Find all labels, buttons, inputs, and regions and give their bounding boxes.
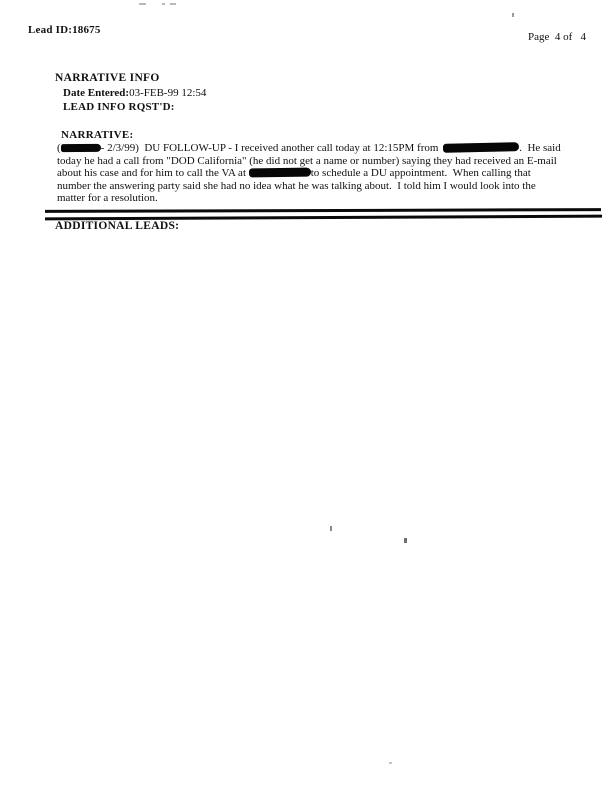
narrative-line-1-post: . He said (519, 142, 561, 154)
date-entered-label: Date Entered: (63, 87, 130, 99)
additional-leads-heading: ADDITIONAL LEADS: (55, 220, 180, 232)
redaction-bar (249, 168, 311, 178)
narrative-paragraph (57, 142, 577, 205)
lead-id-label: Lead ID:18675 (28, 24, 101, 36)
scan-artifact (512, 13, 514, 17)
narrative-line-1 (57, 142, 577, 155)
narrative-heading: NARRATIVE: (61, 129, 134, 141)
narrative-line-5: matter for a resolution. (57, 192, 158, 205)
lead-info-rqstd-heading: LEAD INFO RQST'D: (63, 101, 175, 113)
narrative-line-3-post: to schedule a DU appointment. When calling that (310, 167, 531, 180)
narrative-info-heading: NARRATIVE INFO (55, 72, 160, 84)
scan-artifact (330, 526, 332, 531)
scan-artifact (162, 3, 165, 5)
separator-rule-top (45, 208, 601, 212)
narrative-line-3 (57, 167, 577, 180)
date-entered-row (63, 87, 206, 99)
redaction-bar (61, 144, 101, 152)
scan-artifact (170, 3, 176, 5)
scan-artifact (404, 538, 407, 543)
scan-artifact (389, 762, 392, 764)
narrative-line-1-mid: - 2/3/99) DU FOLLOW-UP - I received another call today at 12:15PM from (100, 142, 442, 154)
narrative-line-1-pre: ( (57, 142, 61, 154)
date-entered-value: 03-FEB-99 12:54 (129, 87, 207, 99)
page-number-label: Page 4 of 4 (528, 31, 587, 43)
redaction-bar (443, 142, 519, 153)
narrative-line-2: today he had a call from "DOD California" (he did not get a name or number) saying they had received an E-mail (57, 154, 557, 167)
scan-artifact (139, 3, 146, 5)
narrative-line-4: number the answering party said she had no idea what he was talking about. I told him I would look into the (57, 179, 536, 192)
narrative-line-3-pre: about his case and for him to call the VA at (57, 167, 249, 180)
